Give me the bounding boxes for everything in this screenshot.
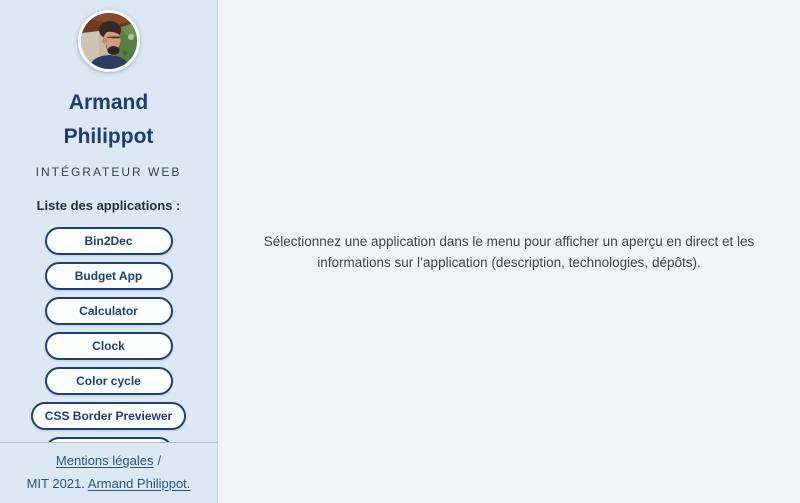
app-button-clock[interactable]: Clock — [45, 332, 173, 360]
app-button-css-border-previewer[interactable]: CSS Border Previewer — [31, 402, 186, 430]
app-button-budget-app[interactable]: Budget App — [45, 262, 173, 290]
legal-notice-link[interactable]: Mentions légales — [55, 453, 154, 468]
avatar-photo — [81, 13, 137, 69]
app-button-color-cycle[interactable]: Color cycle — [45, 367, 173, 395]
avatar — [78, 10, 140, 72]
apps-nav — [0, 227, 217, 442]
footer-separator: / — [157, 453, 162, 468]
profile-job-title: INTÉGRATEUR WEB — [35, 165, 182, 179]
sidebar — [0, 0, 218, 503]
main-content — [218, 0, 800, 503]
footer-legal-line — [0, 454, 217, 468]
footer-license-text: MIT 2021. — [26, 476, 85, 491]
app-button-bin2dec[interactable]: Bin2Dec — [45, 227, 173, 255]
sidebar-footer — [0, 442, 217, 503]
footer-license-line — [0, 477, 217, 491]
profile-name: Armand Philippot — [63, 91, 154, 148]
app-button-calculator[interactable]: Calculator — [45, 297, 173, 325]
author-link[interactable]: Armand Philippot. — [87, 476, 191, 491]
apps-list-label: Liste des applications : — [36, 198, 181, 213]
empty-state-message: Sélectionnez une application dans le menu pour afficher un aperçu en direct et les informations sur l’application (description, technologies, dépôts). — [263, 233, 755, 270]
